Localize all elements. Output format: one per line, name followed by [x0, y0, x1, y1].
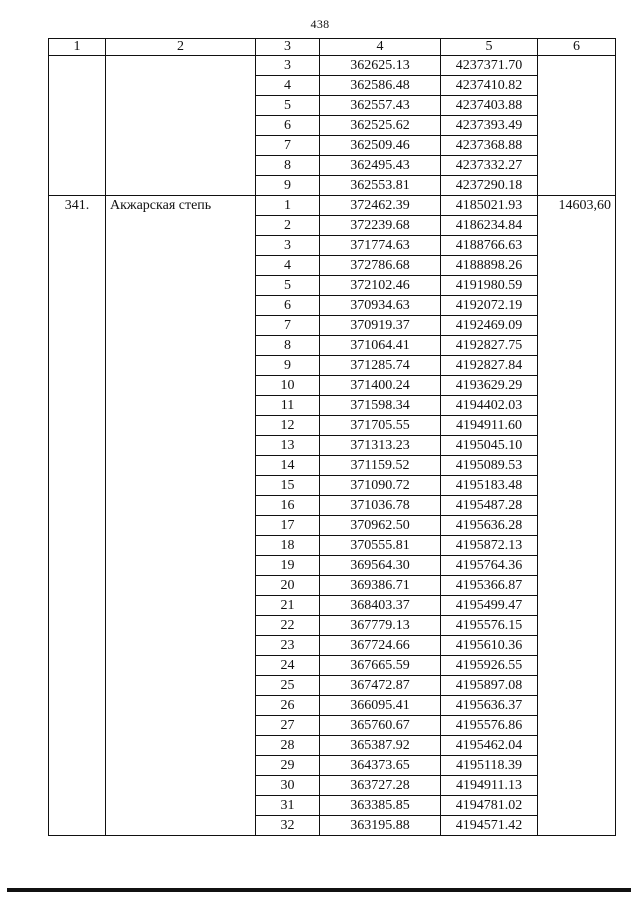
column-header-3: 3: [256, 39, 320, 56]
y-coordinate: 4188766.63: [441, 236, 538, 256]
point-number: 9: [256, 176, 320, 196]
point-number: 10: [256, 376, 320, 396]
point-number: 26: [256, 696, 320, 716]
y-coordinate: 4195183.48: [441, 476, 538, 496]
x-coordinate: 365760.67: [320, 716, 441, 736]
x-coordinate: 362553.81: [320, 176, 441, 196]
point-number: 8: [256, 156, 320, 176]
y-coordinate: 4194911.13: [441, 776, 538, 796]
x-coordinate: 367724.66: [320, 636, 441, 656]
x-coordinate: 372462.39: [320, 196, 441, 216]
point-number: 13: [256, 436, 320, 456]
point-number: 25: [256, 676, 320, 696]
y-coordinate: 4195462.04: [441, 736, 538, 756]
y-coordinate: 4195576.15: [441, 616, 538, 636]
y-coordinate: 4194402.03: [441, 396, 538, 416]
column-header-4: 4: [320, 39, 441, 56]
point-number: 24: [256, 656, 320, 676]
point-number: 18: [256, 536, 320, 556]
object-area: 14603,60: [538, 196, 616, 836]
x-coordinate: 371313.23: [320, 436, 441, 456]
y-coordinate: 4195926.55: [441, 656, 538, 676]
y-coordinate: 4191980.59: [441, 276, 538, 296]
y-coordinate: 4195487.28: [441, 496, 538, 516]
x-coordinate: 362525.62: [320, 116, 441, 136]
table-row: [49, 196, 616, 216]
object-name: Акжарская степь: [106, 196, 256, 836]
y-coordinate: 4237410.82: [441, 76, 538, 96]
y-coordinate: 4192827.75: [441, 336, 538, 356]
y-coordinate: 4192072.19: [441, 296, 538, 316]
point-number: 31: [256, 796, 320, 816]
point-number: 27: [256, 716, 320, 736]
point-number: 5: [256, 96, 320, 116]
y-coordinate: 4195897.08: [441, 676, 538, 696]
point-number: 6: [256, 116, 320, 136]
x-coordinate: 363195.88: [320, 816, 441, 836]
x-coordinate: 367779.13: [320, 616, 441, 636]
y-coordinate: 4195872.13: [441, 536, 538, 556]
table-row: [49, 56, 616, 76]
x-coordinate: 367472.87: [320, 676, 441, 696]
point-number: 5: [256, 276, 320, 296]
y-coordinate: 4193629.29: [441, 376, 538, 396]
x-coordinate: 371774.63: [320, 236, 441, 256]
point-number: 16: [256, 496, 320, 516]
y-coordinate: 4237371.70: [441, 56, 538, 76]
point-number: 14: [256, 456, 320, 476]
object-name-cell: [106, 56, 256, 196]
point-number: 28: [256, 736, 320, 756]
point-number: 17: [256, 516, 320, 536]
x-coordinate: 371598.34: [320, 396, 441, 416]
point-number: 21: [256, 596, 320, 616]
point-number: 1: [256, 196, 320, 216]
y-coordinate: 4237393.49: [441, 116, 538, 136]
y-coordinate: 4188898.26: [441, 256, 538, 276]
x-coordinate: 366095.41: [320, 696, 441, 716]
y-coordinate: 4194571.42: [441, 816, 538, 836]
point-number: 11: [256, 396, 320, 416]
point-number: 30: [256, 776, 320, 796]
y-coordinate: 4195610.36: [441, 636, 538, 656]
y-coordinate: 4195499.47: [441, 596, 538, 616]
coordinates-table: [48, 38, 616, 836]
x-coordinate: 370919.37: [320, 316, 441, 336]
x-coordinate: 371285.74: [320, 356, 441, 376]
x-coordinate: 372239.68: [320, 216, 441, 236]
column-header-1: 1: [49, 39, 106, 56]
x-coordinate: 363727.28: [320, 776, 441, 796]
column-header-5: 5: [441, 39, 538, 56]
bottom-rule: [7, 888, 631, 892]
table-header-row: [49, 39, 616, 56]
y-coordinate: 4192827.84: [441, 356, 538, 376]
x-coordinate: 371400.24: [320, 376, 441, 396]
area-cell: [538, 56, 616, 196]
x-coordinate: 372786.68: [320, 256, 441, 276]
y-coordinate: 4237290.18: [441, 176, 538, 196]
x-coordinate: 368403.37: [320, 596, 441, 616]
point-number: 7: [256, 136, 320, 156]
y-coordinate: 4195045.10: [441, 436, 538, 456]
x-coordinate: 371036.78: [320, 496, 441, 516]
x-coordinate: 369386.71: [320, 576, 441, 596]
x-coordinate: 365387.92: [320, 736, 441, 756]
x-coordinate: 372102.46: [320, 276, 441, 296]
point-number: 9: [256, 356, 320, 376]
point-number: 3: [256, 236, 320, 256]
y-coordinate: 4185021.93: [441, 196, 538, 216]
point-number: 32: [256, 816, 320, 836]
column-header-6: 6: [538, 39, 616, 56]
y-coordinate: 4192469.09: [441, 316, 538, 336]
x-coordinate: 371159.52: [320, 456, 441, 476]
y-coordinate: 4195636.37: [441, 696, 538, 716]
y-coordinate: 4237368.88: [441, 136, 538, 156]
page-number: 438: [310, 17, 330, 31]
point-number: 29: [256, 756, 320, 776]
y-coordinate: 4195764.36: [441, 556, 538, 576]
y-coordinate: 4195089.53: [441, 456, 538, 476]
point-number: 22: [256, 616, 320, 636]
y-coordinate: 4195366.87: [441, 576, 538, 596]
point-number: 7: [256, 316, 320, 336]
y-coordinate: 4194911.60: [441, 416, 538, 436]
column-header-2: 2: [106, 39, 256, 56]
x-coordinate: 370962.50: [320, 516, 441, 536]
point-number: 3: [256, 56, 320, 76]
y-coordinate: 4195118.39: [441, 756, 538, 776]
x-coordinate: 362586.48: [320, 76, 441, 96]
point-number: 12: [256, 416, 320, 436]
x-coordinate: 362557.43: [320, 96, 441, 116]
point-number: 19: [256, 556, 320, 576]
y-coordinate: 4194781.02: [441, 796, 538, 816]
x-coordinate: 371090.72: [320, 476, 441, 496]
y-coordinate: 4237332.27: [441, 156, 538, 176]
point-number: 23: [256, 636, 320, 656]
y-coordinate: 4237403.88: [441, 96, 538, 116]
point-number: 4: [256, 76, 320, 96]
x-coordinate: 362495.43: [320, 156, 441, 176]
x-coordinate: 364373.65: [320, 756, 441, 776]
x-coordinate: 369564.30: [320, 556, 441, 576]
object-id-cell: [49, 56, 106, 196]
x-coordinate: 367665.59: [320, 656, 441, 676]
point-number: 8: [256, 336, 320, 356]
x-coordinate: 371064.41: [320, 336, 441, 356]
y-coordinate: 4195636.28: [441, 516, 538, 536]
point-number: 2: [256, 216, 320, 236]
y-coordinate: 4195576.86: [441, 716, 538, 736]
point-number: 20: [256, 576, 320, 596]
y-coordinate: 4186234.84: [441, 216, 538, 236]
object-id: 341.: [49, 196, 106, 836]
x-coordinate: 363385.85: [320, 796, 441, 816]
x-coordinate: 371705.55: [320, 416, 441, 436]
point-number: 4: [256, 256, 320, 276]
x-coordinate: 362509.46: [320, 136, 441, 156]
x-coordinate: 362625.13: [320, 56, 441, 76]
x-coordinate: 370934.63: [320, 296, 441, 316]
point-number: 15: [256, 476, 320, 496]
point-number: 6: [256, 296, 320, 316]
x-coordinate: 370555.81: [320, 536, 441, 556]
